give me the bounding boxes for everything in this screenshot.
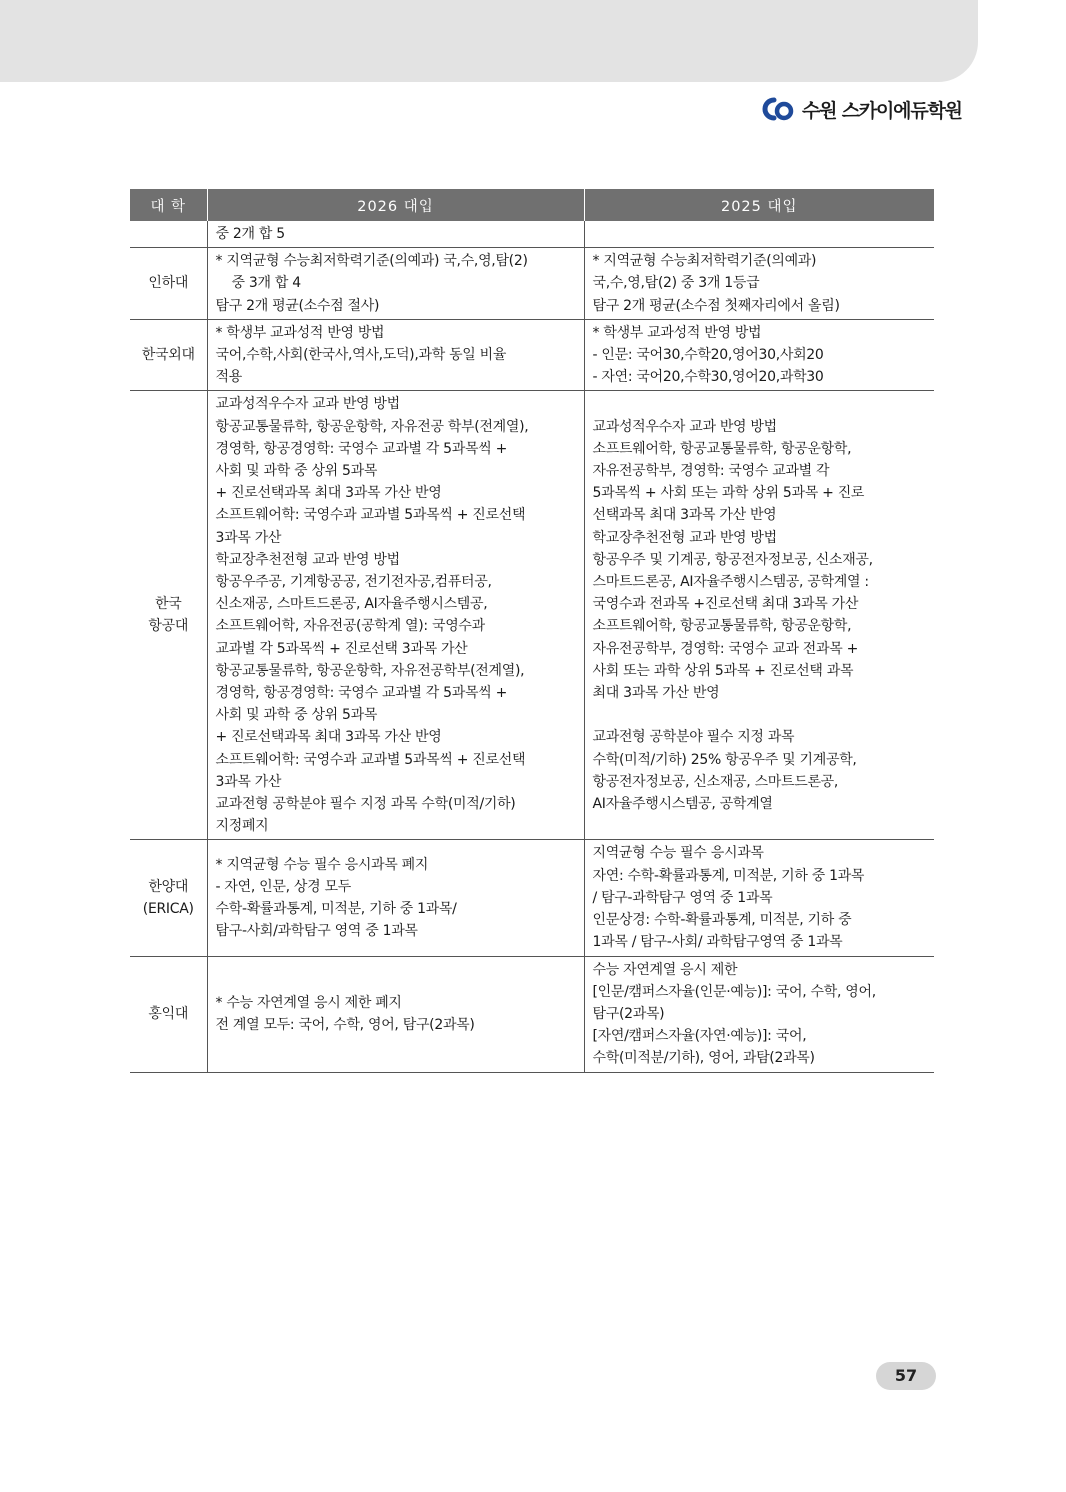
header-university: 대 학 (130, 189, 207, 221)
cell-line: [인문/캠퍼스자율(인문·예능)]: 국어, 수학, 영어, (592, 983, 876, 1000)
cell-2025 (584, 840, 934, 956)
table-row (130, 391, 934, 840)
cell-2026 (207, 319, 584, 391)
cell-line: 학교장추천전형 교과 반영 방법 (592, 529, 777, 546)
cell-line: 자유전공학부, 경영학: 국영수 교과 전과목 + (592, 640, 859, 657)
cell-line: 소프트웨어학, 항공교통물류학, 항공운항학, (592, 440, 852, 457)
cell-line: 중 3개 합 4 (231, 275, 301, 292)
cell-line: * 학생부 교과성적 반영 방법 (592, 324, 762, 341)
cell-line: * 학생부 교과성적 반영 방법 (215, 324, 385, 341)
top-band (0, 0, 978, 82)
cell-line: 지정폐지 (215, 818, 269, 835)
cell-line: 적용 (215, 369, 242, 386)
cell-line: 교과성적우수자 교과 반영 방법 (215, 396, 400, 413)
cell-line: 한양대 (148, 878, 189, 895)
table-row (130, 956, 934, 1072)
header-2025: 2025 대입 (584, 189, 934, 221)
cell-line: 자연: 수학-확률과통계, 미적분, 기하 중 1과목 (592, 867, 865, 884)
cell-line: 소프트웨어학, 자유전공(공학계 열): 국영수과 (215, 618, 485, 635)
table-row (130, 221, 934, 248)
cell-line: 학교장추천전형 교과 반영 방법 (215, 551, 400, 568)
cell-line: + 진로선택과목 최대 3과목 가산 반영 (215, 485, 442, 502)
cell-line: (ERICA) (142, 900, 194, 917)
cell-line: 항공우주공, 기계항공공, 전기전자공,컴퓨터공, (215, 574, 492, 591)
cell-line: 선택과목 최대 3과목 가산 반영 (592, 507, 777, 524)
logo-mark-icon (760, 96, 796, 122)
cell-line: 국어,수학,사회(한국사,역사,도덕),과학 동일 비율 (215, 347, 507, 364)
cell-2025 (584, 956, 934, 1072)
cell-2026 (207, 391, 584, 840)
cell-line: 5과목씩 + 사회 또는 과학 상위 5과목 + 진로 (592, 485, 865, 502)
cell-2026 (207, 221, 584, 248)
cell-line: 인문상경: 수학-확률과통계, 미적분, 기하 중 (592, 912, 852, 929)
cell-line: 항공우주 및 기계공, 항공전자정보공, 신소재공, (592, 551, 873, 568)
cell-2025 (584, 391, 934, 840)
university-cell (130, 840, 207, 956)
cell-line: 수학(미적분/기하), 영어, 과탐(2과목) (592, 1050, 815, 1067)
cell-line: [자연/캠퍼스자율(자연·예능)]: 국어, (592, 1028, 807, 1045)
cell-line: 전 계열 모두: 국어, 수학, 영어, 탐구(2과목) (215, 1017, 475, 1033)
university-cell (130, 221, 207, 248)
cell-line: 항공전자정보공, 신소재공, 스마트드론공, (592, 773, 839, 790)
cell-line: * 지역균형 수능최저학력기준(의예과) 국,수,영,탐(2) (215, 253, 528, 270)
cell-line: 소프트웨어학: 국영수과 교과별 5과목씩 + 진로선택 (215, 751, 526, 768)
university-cell (130, 248, 207, 320)
table-row (130, 248, 934, 320)
cell-line: 수학(미적/기하) 25% 항공우주 및 기계공학, (592, 751, 857, 768)
cell-line: 소프트웨어학, 항공교통물류학, 항공운항학, (592, 618, 852, 635)
cell-line: 지역균형 수능 필수 응시과목 (592, 845, 764, 862)
cell-line: / 탐구-과학탐구 영역 중 1과목 (592, 889, 773, 906)
cell-line: 한국 (155, 596, 182, 613)
logo-text: 수원 스카이에듀학원 (802, 99, 962, 122)
cell-2025 (584, 221, 934, 248)
cell-line: 국영수과 전과목 +진로선택 최대 3과목 가산 (592, 596, 859, 613)
cell-line: 최대 3과목 가산 반영 (592, 685, 720, 702)
university-cell (130, 956, 207, 1072)
cell-2026 (207, 956, 584, 1072)
university-cell (130, 319, 207, 391)
cell-line: 1과목 / 탐구-사회/ 과학탐구영역 중 1과목 (592, 934, 843, 951)
cell-line: 3과목 가산 (215, 529, 282, 546)
cell-line: 소프트웨어학: 국영수과 교과별 5과목씩 + 진로선택 (215, 507, 526, 524)
cell-line: 교과별 각 5과목씩 + 진로선택 3과목 가산 (215, 640, 468, 657)
header-2026: 2026 대입 (207, 189, 584, 221)
cell-2026 (207, 840, 584, 956)
cell-line: 스마트드론공, AI자율주행시스템공, 공학계열 : (592, 574, 869, 591)
cell-line: 탐구 2개 평균(소수점 첫째자리에서 올림) (592, 297, 840, 314)
cell-line: 항공대 (148, 618, 189, 635)
table-row (130, 319, 934, 391)
university-cell (130, 391, 207, 840)
cell-line: 탐구-사회/과학탐구 영역 중 1과목 (215, 923, 418, 940)
cell-line: * 수능 자연계열 응시 제한 폐지 (215, 994, 402, 1011)
cell-line: - 자연: 국어20,수학30,영어20,과학30 (592, 369, 824, 386)
cell-line: - 인문: 국어30,수학20,영어30,사회20 (592, 347, 824, 364)
cell-line: 항공교통물류학, 항공운항학, 자유전공학부(전계열), (215, 662, 525, 679)
cell-line: 사회 또는 과학 상위 5과목 + 진로선택 과목 (592, 662, 854, 679)
cell-line: 항공교통물류학, 항공운항학, 자유전공 학부(전계열), (215, 418, 529, 435)
cell-line: 탐구 2개 평균(소수점 절사) (215, 297, 380, 314)
table-row (130, 840, 934, 956)
cell-line (593, 704, 927, 726)
cell-line: 중 2개 합 5 (215, 226, 285, 242)
cell-line: 탐구(2과목) (592, 1005, 665, 1022)
cell-line: 교과전형 공학분야 필수 지정 과목 수학(미적/기하) (215, 796, 516, 813)
cell-line: 사회 및 과학 중 상위 5과목 (215, 707, 378, 724)
cell-line: * 지역균형 수능 필수 응시과목 폐지 (215, 856, 429, 873)
cell-line: - 자연, 인문, 상경 모두 (215, 878, 351, 895)
cell-line: 수학-확률과통계, 미적분, 기하 중 1과목/ (215, 900, 457, 917)
cell-line: AI자율주행시스템공, 공학계열 (592, 796, 773, 813)
cell-line: 한국외대 (141, 347, 195, 364)
cell-line: * 지역균형 수능최저학력기준(의예과) (592, 253, 817, 270)
cell-line: 자유전공학부, 경영학: 국영수 교과별 각 (592, 463, 830, 480)
cell-line: 인하대 (148, 275, 189, 292)
admission-comparison-table (130, 189, 934, 1073)
cell-line: 경영학, 항공경영학: 국영수 교과별 각 5과목씩 + (215, 685, 508, 702)
page-number: 57 (876, 1362, 936, 1390)
cell-2026 (207, 248, 584, 320)
academy-logo (760, 94, 962, 124)
cell-line: 교과전형 공학분야 필수 지정 과목 (592, 729, 795, 746)
cell-line: 국,수,영,탐(2) 중 3개 1등급 (592, 275, 760, 292)
cell-line: + 진로선택과목 최대 3과목 가산 반영 (215, 729, 442, 746)
cell-line: 홍익대 (148, 1005, 189, 1022)
table-body (130, 221, 934, 1072)
cell-line: 신소재공, 스마트드론공, AI자율주행시스템공, (215, 596, 488, 613)
cell-2025 (584, 248, 934, 320)
cell-2025 (584, 319, 934, 391)
table-header-row (130, 189, 934, 221)
cell-line: 경영학, 항공경영학: 국영수 교과별 각 5과목씩 + (215, 440, 508, 457)
cell-line: 수능 자연계열 응시 제한 (592, 961, 738, 978)
cell-line: 3과목 가산 (215, 773, 282, 790)
cell-line: 교과성적우수자 교과 반영 방법 (592, 418, 777, 435)
cell-line: 사회 및 과학 중 상위 5과목 (215, 463, 378, 480)
